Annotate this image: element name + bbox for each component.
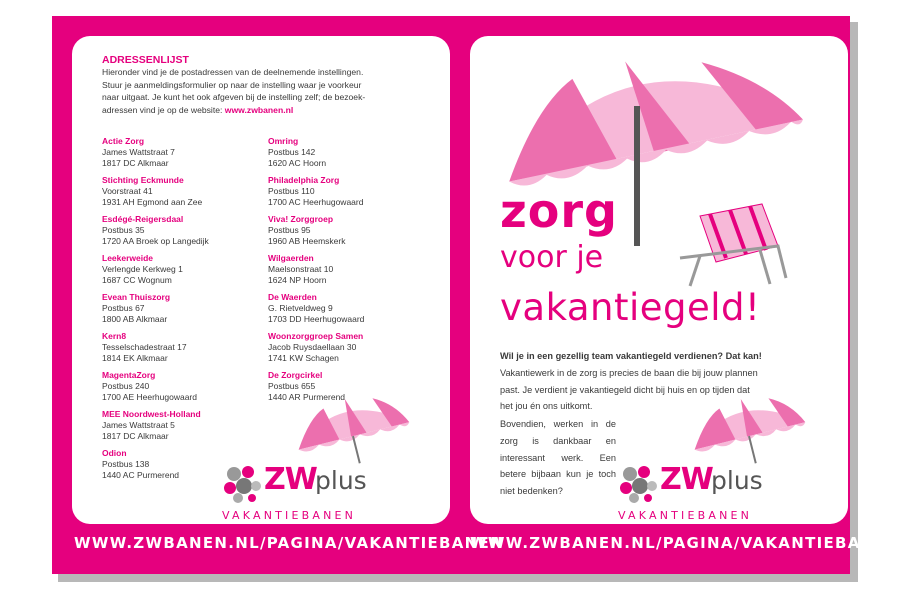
address-entry <box>268 214 433 253</box>
logo-plus-text: plus <box>315 466 367 495</box>
slogan-line-2: voor je <box>500 240 604 275</box>
institution-name: Leekerweide <box>102 253 154 263</box>
promo-line: het jou én ons uitkomt. <box>500 401 593 412</box>
slogan-line-3: vakantiegeld! <box>500 286 761 329</box>
address-line-1: Postbus 655 <box>268 381 316 392</box>
flyer-sheet <box>52 16 900 574</box>
address-line-2: 1800 AB Alkmaar <box>102 314 168 325</box>
institution-name: Stichting Eckmunde <box>102 175 184 185</box>
address-line-1: James Wattstraat 5 <box>102 420 175 431</box>
address-line-2: 1624 NP Hoorn <box>268 275 327 286</box>
address-line-2: 1700 AC Heerhugowaard <box>268 197 364 208</box>
address-line-1: James Wattstraat 7 <box>102 147 175 158</box>
address-line-1: Voorstraat 41 <box>102 186 153 197</box>
address-entry <box>102 253 267 292</box>
address-line-2: 1620 AC Hoorn <box>268 158 327 169</box>
footer-url-left[interactable]: WWW.ZWBANEN.NL/PAGINA/VAKANTIEBANEN <box>74 534 504 552</box>
institution-name: Evean Thuiszorg <box>102 292 171 302</box>
address-line-2: 1700 AE Heerhugowaard <box>102 392 197 403</box>
logo-zw-text: ZW <box>660 462 713 497</box>
address-line-1: Postbus 138 <box>102 459 150 470</box>
intro-line-text: adressen vind je op de website: <box>102 104 225 115</box>
promo-body-narrow: Bovendien, werken in de zorg is dankbaar en interessant werk. Een betere bijbaan kun je toch niet bedenken? <box>500 419 616 497</box>
address-line-2: 1931 AH Egmond aan Zee <box>102 197 203 208</box>
address-entry <box>102 214 267 253</box>
address-entry <box>102 292 267 331</box>
address-line-1: Postbus 67 <box>102 303 145 314</box>
umbrella-icon <box>288 392 418 472</box>
address-entry <box>102 175 267 214</box>
address-list-panel <box>72 36 450 524</box>
address-line-1: Maelsonstraat 10 <box>268 264 334 275</box>
address-line-1: Postbus 240 <box>102 381 150 392</box>
address-line-2: 1703 DD Heerhugowaard <box>268 314 365 325</box>
address-entry <box>268 136 433 175</box>
institution-name: Omring <box>268 136 299 146</box>
address-list-title: ADRESSENLIJST <box>102 54 189 66</box>
promo-line: past. Je verdient je vakantiegeld dicht bij huis en op tijden dat <box>500 384 750 395</box>
institution-name: Esdégé-Reigersdaal <box>102 214 184 224</box>
address-line-2: 1687 CC Wognum <box>102 275 172 286</box>
address-entry <box>102 331 267 370</box>
intro-line: Hieronder vind je de postadressen van de deelnemende instellingen. <box>102 67 364 77</box>
address-line-2: 1440 AC Purmerend <box>102 470 180 481</box>
address-line-1: Jacob Ruysdaellaan 30 <box>268 342 357 353</box>
address-entry <box>268 292 433 331</box>
logo-tagline: VAKANTIEBANEN <box>618 509 753 522</box>
footer-url-right[interactable]: WWW.ZWBANEN.NL/PAGINA/VAKANTIEBANEN <box>470 534 900 552</box>
address-column-2 <box>268 136 433 409</box>
promo-line: Vakantiewerk in de zorg is precies de baan die bij jouw plannen <box>500 367 758 378</box>
address-line-1: Postbus 35 <box>102 225 145 236</box>
address-line-2: 1440 AR Purmerend <box>268 392 346 403</box>
institution-name: Viva! Zorggroep <box>268 214 334 224</box>
address-line-1: Postbus 142 <box>268 147 316 158</box>
institution-name: Philadelphia Zorg <box>268 175 340 185</box>
dots-logo-icon <box>222 462 266 506</box>
address-entry <box>268 331 433 370</box>
address-entry <box>268 253 433 292</box>
intro-line <box>102 104 432 117</box>
dots-logo-icon <box>618 462 662 506</box>
address-entry <box>102 136 267 175</box>
address-line-2: 1817 DC Alkmaar <box>102 158 169 169</box>
address-line-1: Tesselschadestraat 17 <box>102 342 187 353</box>
address-line-2: 1814 EK Alkmaar <box>102 353 168 364</box>
address-line-2: 1817 DC Alkmaar <box>102 431 169 442</box>
intro-line: naar uitgaat. Je kunt het ook afgeven bij de instelling zelf; de bezoek- <box>102 92 366 103</box>
address-line-1: Verlengde Kerkweg 1 <box>102 264 183 275</box>
institution-name: De Waerden <box>268 292 317 302</box>
address-line-2: 1741 KW Schagen <box>268 353 339 364</box>
institution-name: De Zorgcirkel <box>268 370 323 380</box>
zwplus-logo-left <box>222 392 452 522</box>
logo-zw-text: ZW <box>264 462 317 497</box>
logo-plus-text: plus <box>711 466 763 495</box>
address-line-2: 1720 AA Broek op Langedijk <box>102 236 209 247</box>
promo-lead: Wil je in een gezellig team vakantiegeld verdienen? Dat kan! <box>500 351 762 361</box>
address-line-1: Postbus 110 <box>268 186 315 197</box>
address-entry <box>268 175 433 214</box>
institution-name: Wilgaerden <box>268 253 314 263</box>
intro-line: Stuur je aanmeldingsformulier op naar de instelling waar je voorkeur <box>102 79 362 90</box>
umbrella-icon <box>684 392 814 472</box>
logo-tagline: VAKANTIEBANEN <box>222 509 357 522</box>
promo-panel <box>470 36 848 524</box>
institution-name: MagentaZorg <box>102 370 156 380</box>
slogan-line-1: zorg <box>500 184 618 238</box>
website-link[interactable]: www.zwbanen.nl <box>224 104 294 115</box>
institution-name: Woonzorggroep Samen <box>268 331 364 341</box>
institution-name: Kern8 <box>102 331 127 341</box>
institution-name: Odion <box>102 448 127 458</box>
zwplus-logo-right <box>618 392 848 522</box>
address-list-intro <box>102 66 432 116</box>
address-line-1: G. Rietveldweg 9 <box>268 303 333 314</box>
institution-name: Actie Zorg <box>102 136 145 146</box>
address-line-1: Postbus 95 <box>268 225 311 236</box>
institution-name: MEE Noordwest-Holland <box>102 409 201 419</box>
address-line-2: 1960 AB Heemskerk <box>268 236 346 247</box>
